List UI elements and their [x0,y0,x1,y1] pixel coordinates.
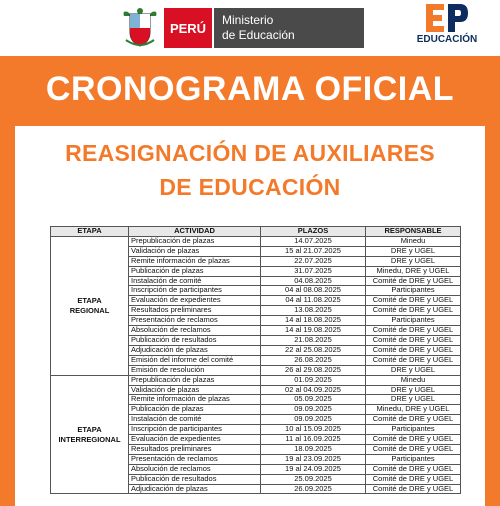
peru-coat-of-arms-icon [120,6,160,50]
ep-letters-icon [424,2,470,34]
plazo-cell: 02 al 04.09.2025 [261,385,366,395]
etapa-label-line2: INTERREGIONAL [58,434,121,444]
peru-brand-block [164,8,212,48]
header-etapa: ETAPA [51,227,129,237]
actividad-cell: Absolución de reclamos [129,464,261,474]
actividad-cell: Publicación de plazas [129,405,261,415]
responsable-cell: Comité de DRE y UGEL [366,276,461,286]
responsable-cell: Comité de DRE y UGEL [366,435,461,445]
plazo-cell: 14 al 19.08.2025 [261,326,366,336]
etapa-regional-cell [51,236,129,375]
actividad-cell: Publicación de resultados [129,335,261,345]
plazo-cell: 05.09.2025 [261,395,366,405]
plazo-cell: 09.09.2025 [261,415,366,425]
actividad-cell: Publicación de resultados [129,474,261,484]
responsable-cell: Comité de DRE y UGEL [366,484,461,494]
actividad-cell: Remite información de plazas [129,395,261,405]
ep-label: EDUCACIÓN [416,34,478,45]
actividad-cell: Validación de plazas [129,246,261,256]
actividad-cell: Adjudicación de plazas [129,345,261,355]
responsable-cell: Comité de DRE y UGEL [366,345,461,355]
plazo-cell: 19 al 24.09.2025 [261,464,366,474]
plazo-cell: 15 al 21.07.2025 [261,246,366,256]
actividad-cell: Remite información de plazas [129,256,261,266]
plazo-cell: 14.07.2025 [261,236,366,246]
responsable-cell: Comité de DRE y UGEL [366,296,461,306]
subtitle-line1: REASIGNACIÓN DE AUXILIARES [65,140,435,166]
header-plazos: PLAZOS [261,227,366,237]
subtitle-line2: DE EDUCACIÓN [159,174,341,200]
plazo-cell: 31.07.2025 [261,266,366,276]
ministerio-line2: de Educación [222,28,295,42]
plazo-cell: 04.08.2025 [261,276,366,286]
responsable-cell: Participantes [366,425,461,435]
plazo-cell: 14 al 18.08.2025 [261,316,366,326]
plazo-cell: 22 al 25.08.2025 [261,345,366,355]
page-title: CRONOGRAMA OFICIAL [45,70,455,108]
etapa-label-line1: ETAPA [77,424,102,434]
actividad-cell: Prepublicación de plazas [129,236,261,246]
actividad-cell: Inscripción de participantes [129,286,261,296]
header-bar [0,0,500,56]
responsable-cell: Comité de DRE y UGEL [366,306,461,316]
plazo-cell: 04 al 08.08.2025 [261,286,366,296]
responsable-cell: Comité de DRE y UGEL [366,444,461,454]
responsable-cell: Comité de DRE y UGEL [366,326,461,336]
responsable-cell: Minedu, DRE y UGEL [366,405,461,415]
etapa-interregional-cell [51,375,129,494]
actividad-cell: Prepublicación de plazas [129,375,261,385]
plazo-cell: 26.08.2025 [261,355,366,365]
table-header-row [51,227,461,237]
header-responsable: RESPONSABLE [366,227,461,237]
responsable-cell: Minedu [366,236,461,246]
ministerio-line1: Ministerio [222,13,274,27]
table-row [51,375,461,385]
plazo-cell: 13.08.2025 [261,306,366,316]
plazo-cell: 10 al 15.09.2025 [261,425,366,435]
responsable-cell: DRE y UGEL [366,256,461,266]
etapa-label-line1: ETAPA [77,295,102,305]
responsable-cell: Participantes [366,286,461,296]
responsable-cell: Comité de DRE y UGEL [366,474,461,484]
actividad-cell: Validación de plazas [129,385,261,395]
responsable-cell: Comité de DRE y UGEL [366,335,461,345]
responsable-cell: Comité de DRE y UGEL [366,355,461,365]
plazo-cell: 11 al 16.09.2025 [261,435,366,445]
actividad-cell: Instalación de comité [129,276,261,286]
plazo-cell: 04 al 11.08.2025 [261,296,366,306]
actividad-cell: Inscripción de participantes [129,425,261,435]
actividad-cell: Adjudicación de plazas [129,484,261,494]
actividad-cell: Instalación de comité [129,415,261,425]
actividad-cell: Presentación de reclamos [129,454,261,464]
table-body [51,236,461,494]
plazo-cell: 21.08.2025 [261,335,366,345]
plazo-cell: 19 al 23.09.2025 [261,454,366,464]
ministerio-block [214,8,364,48]
actividad-cell: Emisión del informe del comité [129,355,261,365]
plazo-cell: 26.09.2025 [261,484,366,494]
actividad-cell: Publicación de plazas [129,266,261,276]
actividad-cell: Evaluación de expedientes [129,296,261,306]
responsable-cell: DRE y UGEL [366,395,461,405]
peru-label: PERÚ [169,20,207,36]
plazo-cell: 09.09.2025 [261,405,366,415]
plazo-cell: 18.09.2025 [261,444,366,454]
responsable-cell: Comité de DRE y UGEL [366,464,461,474]
actividad-cell: Emisión de resolución [129,365,261,375]
actividad-cell: Absolución de reclamos [129,326,261,336]
responsable-cell: Minedu [366,375,461,385]
responsable-cell: Minedu, DRE y UGEL [366,266,461,276]
responsable-cell: DRE y UGEL [366,246,461,256]
ep-logo [412,2,482,50]
responsable-cell: Participantes [366,454,461,464]
schedule-table [50,226,461,494]
responsable-cell: DRE y UGEL [366,365,461,375]
etapa-label-line2: REGIONAL [69,305,110,315]
plazo-cell: 25.09.2025 [261,474,366,484]
table-row [51,236,461,246]
schedule-table-container [50,226,460,494]
actividad-cell: Resultados preliminares [129,444,261,454]
responsable-cell: Participantes [366,316,461,326]
plazo-cell: 01.09.2025 [261,375,366,385]
responsable-cell: Comité de DRE y UGEL [366,415,461,425]
plazo-cell: 26 al 29.08.2025 [261,365,366,375]
actividad-cell: Evaluación de expedientes [129,435,261,445]
actividad-cell: Resultados preliminares [129,306,261,316]
responsable-cell: DRE y UGEL [366,385,461,395]
header-actividad: ACTIVIDAD [129,227,261,237]
actividad-cell: Presentación de reclamos [129,316,261,326]
plazo-cell: 22.07.2025 [261,256,366,266]
